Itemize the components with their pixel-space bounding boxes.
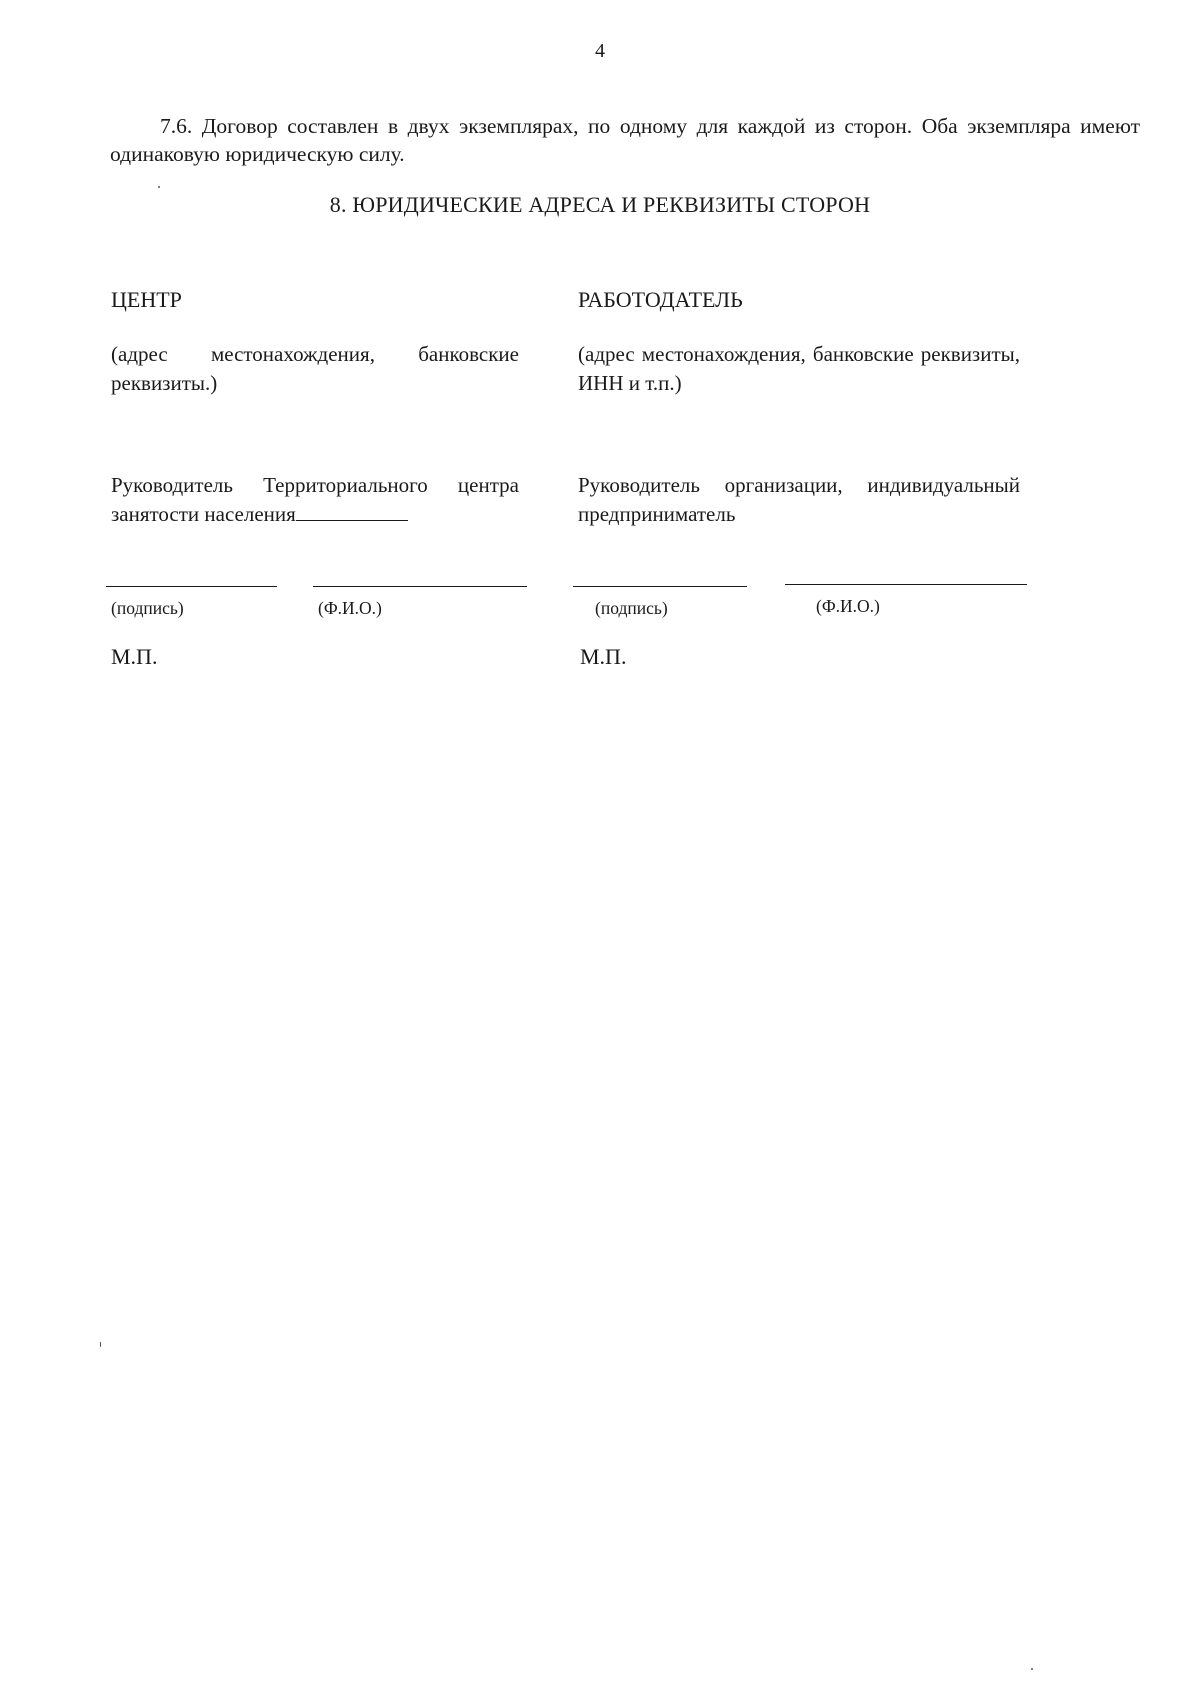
center-signer-blank — [296, 500, 408, 521]
employer-name-label: (Ф.И.О.) — [816, 596, 880, 616]
scan-speck — [158, 186, 160, 188]
center-signature-label: (подпись) — [111, 598, 184, 618]
employer-title: РАБОТОДАТЕЛЬ — [578, 287, 743, 312]
center-signer-text: Руководитель Территориального центра занятости населения — [111, 473, 519, 526]
page-number: 4 — [595, 40, 605, 62]
employer-stamp-label: М.П. — [580, 644, 627, 669]
clause-7-6: 7.6. Договор составлен в двух экземплярах, по одному для каждой из сторон. Оба экземпляра имеют одинаковую юридическую силу. — [110, 114, 1140, 166]
center-stamp-label: М.П. — [111, 644, 158, 669]
center-details: (адрес местонахождения, банковские реквизиты.) — [111, 342, 519, 395]
center-name-line — [313, 586, 527, 587]
employer-signature-line — [573, 586, 747, 587]
center-name-label: (Ф.И.О.) — [318, 598, 382, 618]
employer-signer: Руководитель организации, индивидуальный предприниматель — [578, 473, 1020, 526]
center-signer — [111, 471, 519, 529]
section-heading: 8. ЮРИДИЧЕСКИЕ АДРЕСА И РЕКВИЗИТЫ СТОРОН — [329, 192, 871, 217]
center-title: ЦЕНТР — [111, 287, 182, 312]
employer-details: (адрес местонахождения, банковские реквизиты, ИНН и т.п.) — [578, 342, 1020, 395]
scan-speck — [1031, 1668, 1033, 1670]
employer-signature-label: (подпись) — [595, 598, 668, 618]
center-signature-line — [106, 586, 277, 587]
scan-speck — [100, 1342, 101, 1347]
employer-name-line — [785, 584, 1027, 585]
